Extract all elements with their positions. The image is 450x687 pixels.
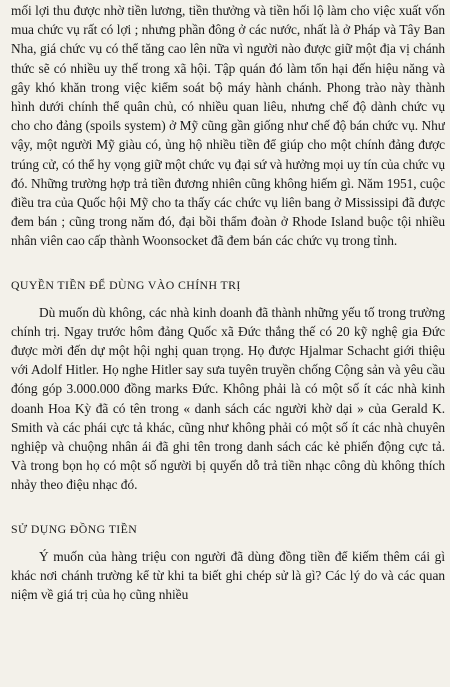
paragraph-2: Dù muốn dù không, các nhà kinh doanh đã thành những yếu tố trong trường chính trị. Ngay trước hôm đảng Quốc xã Đức thắng thế có 20 kỹ nghệ gia Đức được mời đến dự một hội nghị quan trọng. Họ được Hjalmar Schacht giới thiệu với Adolf Hitler. Họ nghe Hitler say sưa tuyên truyền chống Cộng sản và yêu cầu đóng góp 3.000.000 đồng marks Đức. Không phải là có một số ít các nhà kinh doanh Hoa Kỳ đã có tên trong « danh sách các người khờ dại » của Gerald K. Smith và các phái cực tả khác, cũng như không phải có một số ít các nhà chuyên nghiệp và chuộng nhân ái đã ghi tên trong danh sách các kẻ phiến động cực tả. Và trong bọn họ có một số người bị quyến dỗ trả tiền nhạc công dù không thích nhảy theo điệu nhạc đó. (11, 304, 445, 493)
paragraph-1: mối lợi thu được nhờ tiền lương, tiền thưởng và tiền hối lộ làm cho việc xuất vốn mua chức vụ rất có lợi ; nhưng phần đông ở các nước, nhất là ở Pháp và Tây Ban Nha, giá chức vụ có thể tăng cao lên nữa vì người nào được giữ một địa vị chánh thức sẽ có nhiều uy thế trong xã hội. Tập quán đó làm tổn hại đến hiệu năng và gây khó khăn trong việc kiểm soát bộ máy hành chánh. Phong trào này thành hình dưới chính thể quân chủ, có nhiều quan liêu, nhưng chế độ dành chức vụ cho cho đảng (spoils system) ở Mỹ cũng gần giống như chế độ bán chức vụ. Như vậy, một người Mỹ giàu có, ủng hộ nhiều tiền để giúp cho một chính đảng được trúng cử, có thể hy vọng giữ một chức vụ đại sứ và hưởng mọi uy tín của chức vụ đó. Những trường hợp trả tiền đương nhiên cũng không hiếm gì. Năm 1951, cuộc điều tra của Quốc hội Mỹ cho ta thấy các chức vụ liên bang ở Mississipi đã được đem bán ; cũng trong năm đó, đại bồi thẩm đoàn ở Rhode Island buộc tội nhiều nhân viên cao cấp thành Woonsocket đã đem bán các chức vụ trong tỉnh. (11, 3, 445, 249)
document-page (11, 0, 445, 687)
section-heading-2: SỬ DỤNG ĐỒNG TIỀN (11, 521, 138, 536)
paragraph-3: Ý muốn của hàng triệu con người đã dùng đồng tiền để kiếm thêm cái gì khác nơi chánh trường kể từ khi ta biết ghi chép sử là gì? Các lý do và các quan niệm về giá trị của họ cũng nhiều (11, 548, 445, 603)
section-heading-1: QUYỀN TIỀN ĐỂ DÙNG VÀO CHÍNH TRỊ (11, 277, 241, 292)
